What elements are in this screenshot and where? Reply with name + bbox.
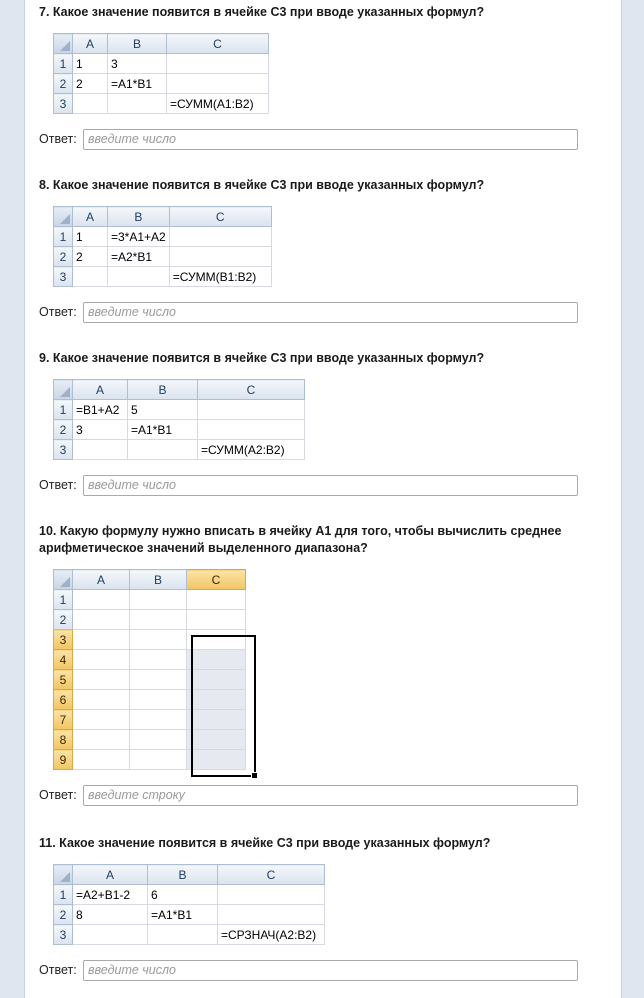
cell-b2: =A1*B1 xyxy=(148,905,218,925)
cell-b4 xyxy=(130,650,187,670)
cell-a3 xyxy=(73,267,108,287)
cell-a2: 2 xyxy=(73,74,108,94)
cell-b3 xyxy=(130,630,187,650)
question-10 xyxy=(39,523,609,806)
question-7 xyxy=(39,4,609,150)
answer-label: Ответ: xyxy=(39,305,77,319)
cell-b3 xyxy=(108,94,167,114)
column-header: C xyxy=(169,207,271,227)
select-all-triangle-icon xyxy=(60,41,70,51)
row-header: 1 xyxy=(54,885,73,905)
select-all-triangle-icon xyxy=(60,872,70,882)
cell-b8 xyxy=(130,730,187,750)
cell-a2 xyxy=(73,610,130,630)
cell-b9 xyxy=(130,750,187,770)
answer-row xyxy=(39,784,609,806)
question-title: 7. Какое значение появится в ячейке C3 при вводе указанных формул? xyxy=(39,5,485,19)
cell-c1 xyxy=(169,227,271,247)
column-header: A xyxy=(73,207,108,227)
cell-c3: =СУММ(A2:B2) xyxy=(198,440,305,460)
question-title: 8. Какое значение появится в ячейке C3 при вводе указанных формул? xyxy=(39,178,485,192)
column-header: A xyxy=(73,570,130,590)
table-row xyxy=(54,247,272,267)
cell-c5 xyxy=(187,670,246,690)
row-header: 2 xyxy=(54,905,73,925)
answer-label: Ответ: xyxy=(39,132,77,146)
answer-label: Ответ: xyxy=(39,963,77,977)
cell-a2: 8 xyxy=(73,905,148,925)
column-header: A xyxy=(73,34,108,54)
cell-b3 xyxy=(128,440,198,460)
select-all-corner[interactable] xyxy=(54,207,73,227)
question-8 xyxy=(39,177,609,323)
table-row xyxy=(54,885,325,905)
cell-b6 xyxy=(130,690,187,710)
column-header: A xyxy=(73,380,128,400)
table-row xyxy=(54,400,305,420)
cell-c9 xyxy=(187,750,246,770)
cell-a8 xyxy=(73,730,130,750)
select-all-corner[interactable] xyxy=(54,570,73,590)
test-page xyxy=(24,0,622,998)
question-title: 11. Какое значение появится в ячейке C3 при вводе указанных формул? xyxy=(39,836,491,850)
cell-b2 xyxy=(130,610,187,630)
answer-input[interactable] xyxy=(83,785,578,806)
column-header: C xyxy=(218,865,325,885)
column-header: B xyxy=(148,865,218,885)
question-title: 9. Какое значение появится в ячейке C3 при вводе указанных формул? xyxy=(39,351,485,365)
row-header: 2 xyxy=(54,247,73,267)
answer-label: Ответ: xyxy=(39,788,77,802)
cell-a1: 1 xyxy=(73,54,108,74)
table-row xyxy=(54,54,269,74)
cell-c7 xyxy=(187,710,246,730)
row-header-selected: 8 xyxy=(54,730,73,750)
question-9 xyxy=(39,350,609,496)
column-header-row xyxy=(54,207,272,227)
cell-c1 xyxy=(198,400,305,420)
row-header: 1 xyxy=(54,54,73,74)
row-header: 2 xyxy=(54,610,73,630)
answer-input[interactable] xyxy=(83,475,578,496)
answer-input[interactable] xyxy=(83,129,578,150)
question-title: 10. Какую формулу нужно вписать в ячейку A1 для того, чтобы вычислить среднее арифметическое значений выделенного диапазона? xyxy=(39,524,562,555)
table-row xyxy=(54,750,246,770)
column-header: B xyxy=(108,34,167,54)
cell-a4 xyxy=(73,650,130,670)
spreadsheet-table xyxy=(53,379,305,460)
table-row xyxy=(54,74,269,94)
cell-b1: 3 xyxy=(108,54,167,74)
select-all-corner[interactable] xyxy=(54,865,73,885)
cell-a1 xyxy=(73,590,130,610)
cell-c1 xyxy=(187,590,246,610)
cell-c2 xyxy=(198,420,305,440)
spreadsheet-table xyxy=(53,206,272,287)
column-header-row xyxy=(54,380,305,400)
cell-b3 xyxy=(148,925,218,945)
table-row xyxy=(54,420,305,440)
cell-a3 xyxy=(73,925,148,945)
cell-a3 xyxy=(73,630,130,650)
table-row xyxy=(54,94,269,114)
row-header: 3 xyxy=(54,267,73,287)
row-header: 1 xyxy=(54,590,73,610)
cell-c2 xyxy=(218,905,325,925)
spreadsheet-wrapper xyxy=(39,569,609,770)
column-header: C xyxy=(198,380,305,400)
row-header: 3 xyxy=(54,440,73,460)
spreadsheet-table xyxy=(53,569,246,770)
column-header-row xyxy=(54,570,246,590)
select-all-corner[interactable] xyxy=(54,34,73,54)
table-row xyxy=(54,267,272,287)
table-row xyxy=(54,905,325,925)
answer-row xyxy=(39,301,609,323)
cell-a1: =A2+B1-2 xyxy=(73,885,148,905)
table-row xyxy=(54,925,325,945)
table-row xyxy=(54,440,305,460)
cell-b2: =A1*B1 xyxy=(108,74,167,94)
cell-a2: 3 xyxy=(73,420,128,440)
table-row xyxy=(54,670,246,690)
cell-a5 xyxy=(73,670,130,690)
column-header-row xyxy=(54,34,269,54)
cell-a1: 1 xyxy=(73,227,108,247)
cell-c3 xyxy=(187,630,246,650)
table-row xyxy=(54,710,246,730)
cell-b1 xyxy=(130,590,187,610)
row-header: 2 xyxy=(54,74,73,94)
select-all-triangle-icon xyxy=(60,577,70,587)
row-header-selected: 6 xyxy=(54,690,73,710)
table-row xyxy=(54,610,246,630)
answer-input[interactable] xyxy=(83,960,578,981)
fill-handle-icon[interactable] xyxy=(251,772,258,779)
cell-a3 xyxy=(73,94,108,114)
cell-b7 xyxy=(130,710,187,730)
table-row xyxy=(54,650,246,670)
answer-input[interactable] xyxy=(83,302,578,323)
cell-c1 xyxy=(218,885,325,905)
cell-b1: 5 xyxy=(128,400,198,420)
row-header-selected: 5 xyxy=(54,670,73,690)
answer-row xyxy=(39,959,609,981)
column-header: A xyxy=(73,865,148,885)
answer-row xyxy=(39,474,609,496)
select-all-corner[interactable] xyxy=(54,380,73,400)
row-header-selected: 3 xyxy=(54,630,73,650)
column-header: C xyxy=(167,34,269,54)
row-header-selected: 7 xyxy=(54,710,73,730)
cell-c6 xyxy=(187,690,246,710)
select-all-triangle-icon xyxy=(60,214,70,224)
cell-a1: =B1+A2 xyxy=(73,400,128,420)
row-header: 3 xyxy=(54,925,73,945)
column-header: B xyxy=(130,570,187,590)
cell-a3 xyxy=(73,440,128,460)
answer-label: Ответ: xyxy=(39,478,77,492)
cell-c1 xyxy=(167,54,269,74)
column-header-selected: C xyxy=(187,570,246,590)
table-row xyxy=(54,730,246,750)
row-header: 3 xyxy=(54,94,73,114)
cell-a6 xyxy=(73,690,130,710)
cell-a2: 2 xyxy=(73,247,108,267)
cell-b5 xyxy=(130,670,187,690)
row-header-selected: 4 xyxy=(54,650,73,670)
question-11 xyxy=(39,835,609,981)
table-row xyxy=(54,630,246,650)
cell-b3 xyxy=(108,267,170,287)
cell-b1: 6 xyxy=(148,885,218,905)
row-header: 1 xyxy=(54,400,73,420)
table-row xyxy=(54,227,272,247)
cell-b1: =3*A1+A2 xyxy=(108,227,170,247)
spreadsheet-table xyxy=(53,864,325,945)
cell-c2 xyxy=(167,74,269,94)
column-header-row xyxy=(54,865,325,885)
cell-c3: =СУММ(B1:B2) xyxy=(169,267,271,287)
cell-c3: =СУММ(A1:B2) xyxy=(167,94,269,114)
table-row xyxy=(54,590,246,610)
cell-c2 xyxy=(169,247,271,267)
column-header: B xyxy=(108,207,170,227)
cell-c3: =СРЗНАЧ(A2:B2) xyxy=(218,925,325,945)
cell-a7 xyxy=(73,710,130,730)
cell-b2: =A1*B1 xyxy=(128,420,198,440)
column-header: B xyxy=(128,380,198,400)
cell-c2 xyxy=(187,610,246,630)
row-header: 2 xyxy=(54,420,73,440)
row-header: 1 xyxy=(54,227,73,247)
answer-row xyxy=(39,128,609,150)
cell-b2: =A2*B1 xyxy=(108,247,170,267)
table-row xyxy=(54,690,246,710)
cell-a9 xyxy=(73,750,130,770)
select-all-triangle-icon xyxy=(60,387,70,397)
spreadsheet-table xyxy=(53,33,269,114)
row-header-selected: 9 xyxy=(54,750,73,770)
cell-c8 xyxy=(187,730,246,750)
cell-c4 xyxy=(187,650,246,670)
